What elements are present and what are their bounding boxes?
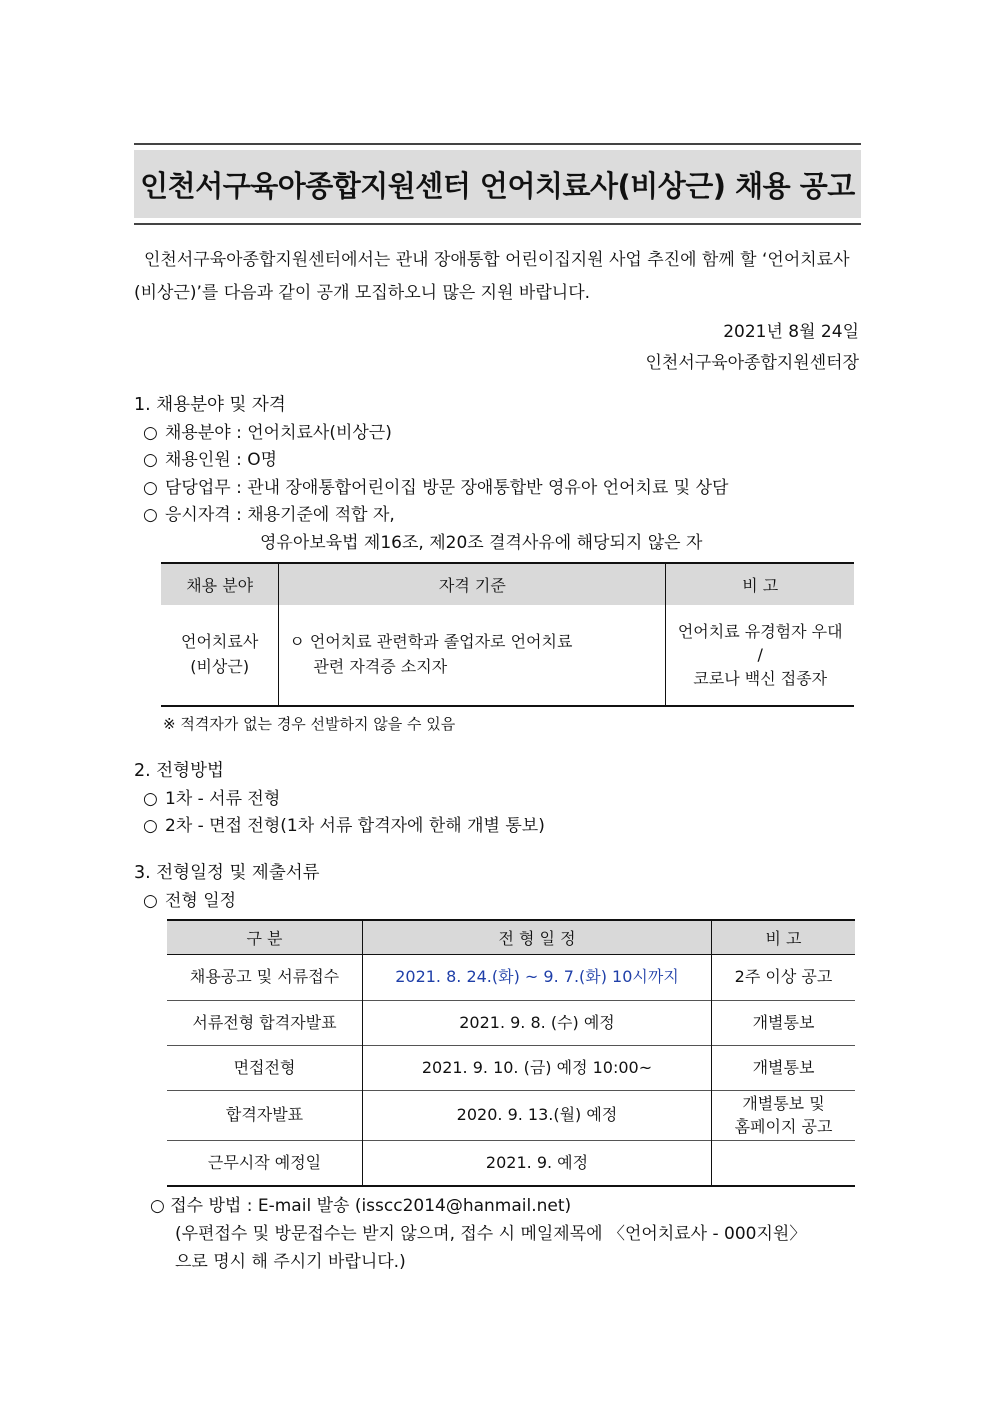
- bullet: ○: [143, 450, 158, 470]
- schedule-cell: 2021. 8. 24.(화) ~ 9. 7.(화) 10시까지: [363, 955, 712, 1001]
- item-text: 담당업무 : 관내 장애통합어린이집 방문 장애통합반 영유아 언어치료 및 상담: [165, 478, 729, 498]
- note-line: 홈페이지 공고: [734, 1116, 833, 1136]
- eligibility-remark: ※ 적격자가 없는 경우 선발하지 않을 수 있음: [163, 715, 456, 733]
- field-cell: [161, 605, 279, 706]
- criteria-cell: [279, 605, 666, 706]
- section1-item: [143, 478, 728, 498]
- category-cell: 근무시작 예정일: [167, 1141, 363, 1186]
- submit-note: 으로 명시 해 주시기 바랍니다.): [175, 1252, 406, 1272]
- item-text: 응시자격 : 채용기준에 적합 자,: [165, 505, 395, 525]
- field-line: 언어치료사: [181, 632, 259, 652]
- intro-line-1: 인천서구육아종합지원센터에서는 관내 장애통합 어린이집지원 사업 추진에 함께 할 ‘언어치료사: [144, 250, 850, 270]
- category-cell: 서류전형 합격자발표: [167, 1001, 363, 1046]
- bullet: ○: [143, 789, 158, 809]
- item-text: 채용인원 : O명: [165, 450, 278, 470]
- note-cell: 개별통보: [712, 1046, 856, 1091]
- item-text: 채용분야 : 언어치료사(비상근): [165, 423, 392, 443]
- table-header: 전 형 일 정: [363, 920, 712, 955]
- note-line: 코로나 백신 접종자: [693, 668, 828, 688]
- title-banner: [134, 150, 861, 218]
- schedule-cell: 2021. 9. 10. (금) 예정 10:00~: [363, 1046, 712, 1091]
- schedule-cell: 2020. 9. 13.(월) 예정: [363, 1091, 712, 1141]
- table-header-row: [167, 920, 855, 955]
- item-text: 2차 - 면접 전형(1차 서류 합격자에 한해 개별 통보): [165, 816, 545, 836]
- table-header: 채용 분야: [161, 563, 279, 605]
- bullet: ○: [143, 816, 158, 836]
- qualification-table: [161, 562, 854, 707]
- note-line: /: [757, 645, 763, 665]
- section1-item: [143, 423, 392, 443]
- title-box: [134, 143, 861, 225]
- field-line: (비상근): [190, 657, 250, 676]
- category-cell: 면접전형: [167, 1046, 363, 1091]
- section3-heading: 3. 전형일정 및 제출서류: [134, 863, 320, 883]
- bullet: ○: [143, 505, 158, 525]
- category-cell: 합격자발표: [167, 1091, 363, 1141]
- note-line: 개별통보 및: [742, 1094, 825, 1114]
- table-header: 비 고: [666, 563, 854, 605]
- page-title: 인천서구육아종합지원센터 언어치료사(비상근) 채용 공고: [140, 168, 855, 203]
- category-cell: 채용공고 및 서류접수: [167, 955, 363, 1001]
- note-line: 언어치료 유경험자 우대: [677, 622, 843, 642]
- section1-item: [143, 505, 395, 525]
- schedule-cell: 2021. 9. 8. (수) 예정: [363, 1001, 712, 1046]
- submit-note: (우편접수 및 방문접수는 받지 않으며, 접수 시 메일제목에 〈언어치료사 - 000지원〉: [175, 1224, 807, 1244]
- bullet: ○: [143, 423, 158, 443]
- criteria-line: 관련 자격증 소지자: [313, 657, 448, 676]
- table-row: [161, 605, 854, 706]
- note-cell: [666, 605, 854, 706]
- item-text: 전형 일정: [165, 891, 237, 911]
- table-header: 비 고: [712, 920, 856, 955]
- schedule-cell: 2021. 9. 예정: [363, 1141, 712, 1186]
- section1-item-continued: 영유아보육법 제16조, 제20조 결격사유에 해당되지 않은 자: [260, 533, 703, 553]
- table-row: [167, 1046, 855, 1091]
- table-row: [167, 1001, 855, 1046]
- note-cell: 2주 이상 공고: [712, 955, 856, 1001]
- table-header: 자격 기준: [279, 563, 666, 605]
- notice-date: 2021년 8월 24일: [723, 322, 859, 342]
- note-cell: [712, 1141, 856, 1186]
- item-text: 1차 - 서류 전형: [165, 789, 281, 809]
- table-row: [167, 1141, 855, 1186]
- criteria-line: ㅇ 언어치료 관련학과 졸업자로 언어치료: [289, 632, 573, 652]
- section2-item: [143, 789, 280, 809]
- section2-item: [143, 816, 545, 836]
- note-cell: [712, 1091, 856, 1141]
- note-cell: 개별통보: [712, 1001, 856, 1046]
- submit-method: ○ 접수 방법 : E-mail 발송 (isscc2014@hanmail.net): [150, 1196, 572, 1216]
- bullet: ○: [143, 891, 158, 911]
- table-header-row: [161, 563, 854, 605]
- table-row: [167, 955, 855, 1001]
- issuer-name: 인천서구육아종합지원센터장: [645, 353, 859, 373]
- table-header: 구 분: [167, 920, 363, 955]
- intro-line-2: (비상근)’를 다음과 같이 공개 모집하오니 많은 지원 바랍니다.: [134, 283, 591, 303]
- section1-item: [143, 450, 277, 470]
- table-row: [167, 1091, 855, 1141]
- section3-sub: [143, 891, 236, 911]
- section2-heading: 2. 전형방법: [134, 761, 224, 781]
- schedule-table: [167, 919, 855, 1187]
- section1-heading: 1. 채용분야 및 자격: [134, 395, 286, 415]
- bullet: ○: [143, 478, 158, 498]
